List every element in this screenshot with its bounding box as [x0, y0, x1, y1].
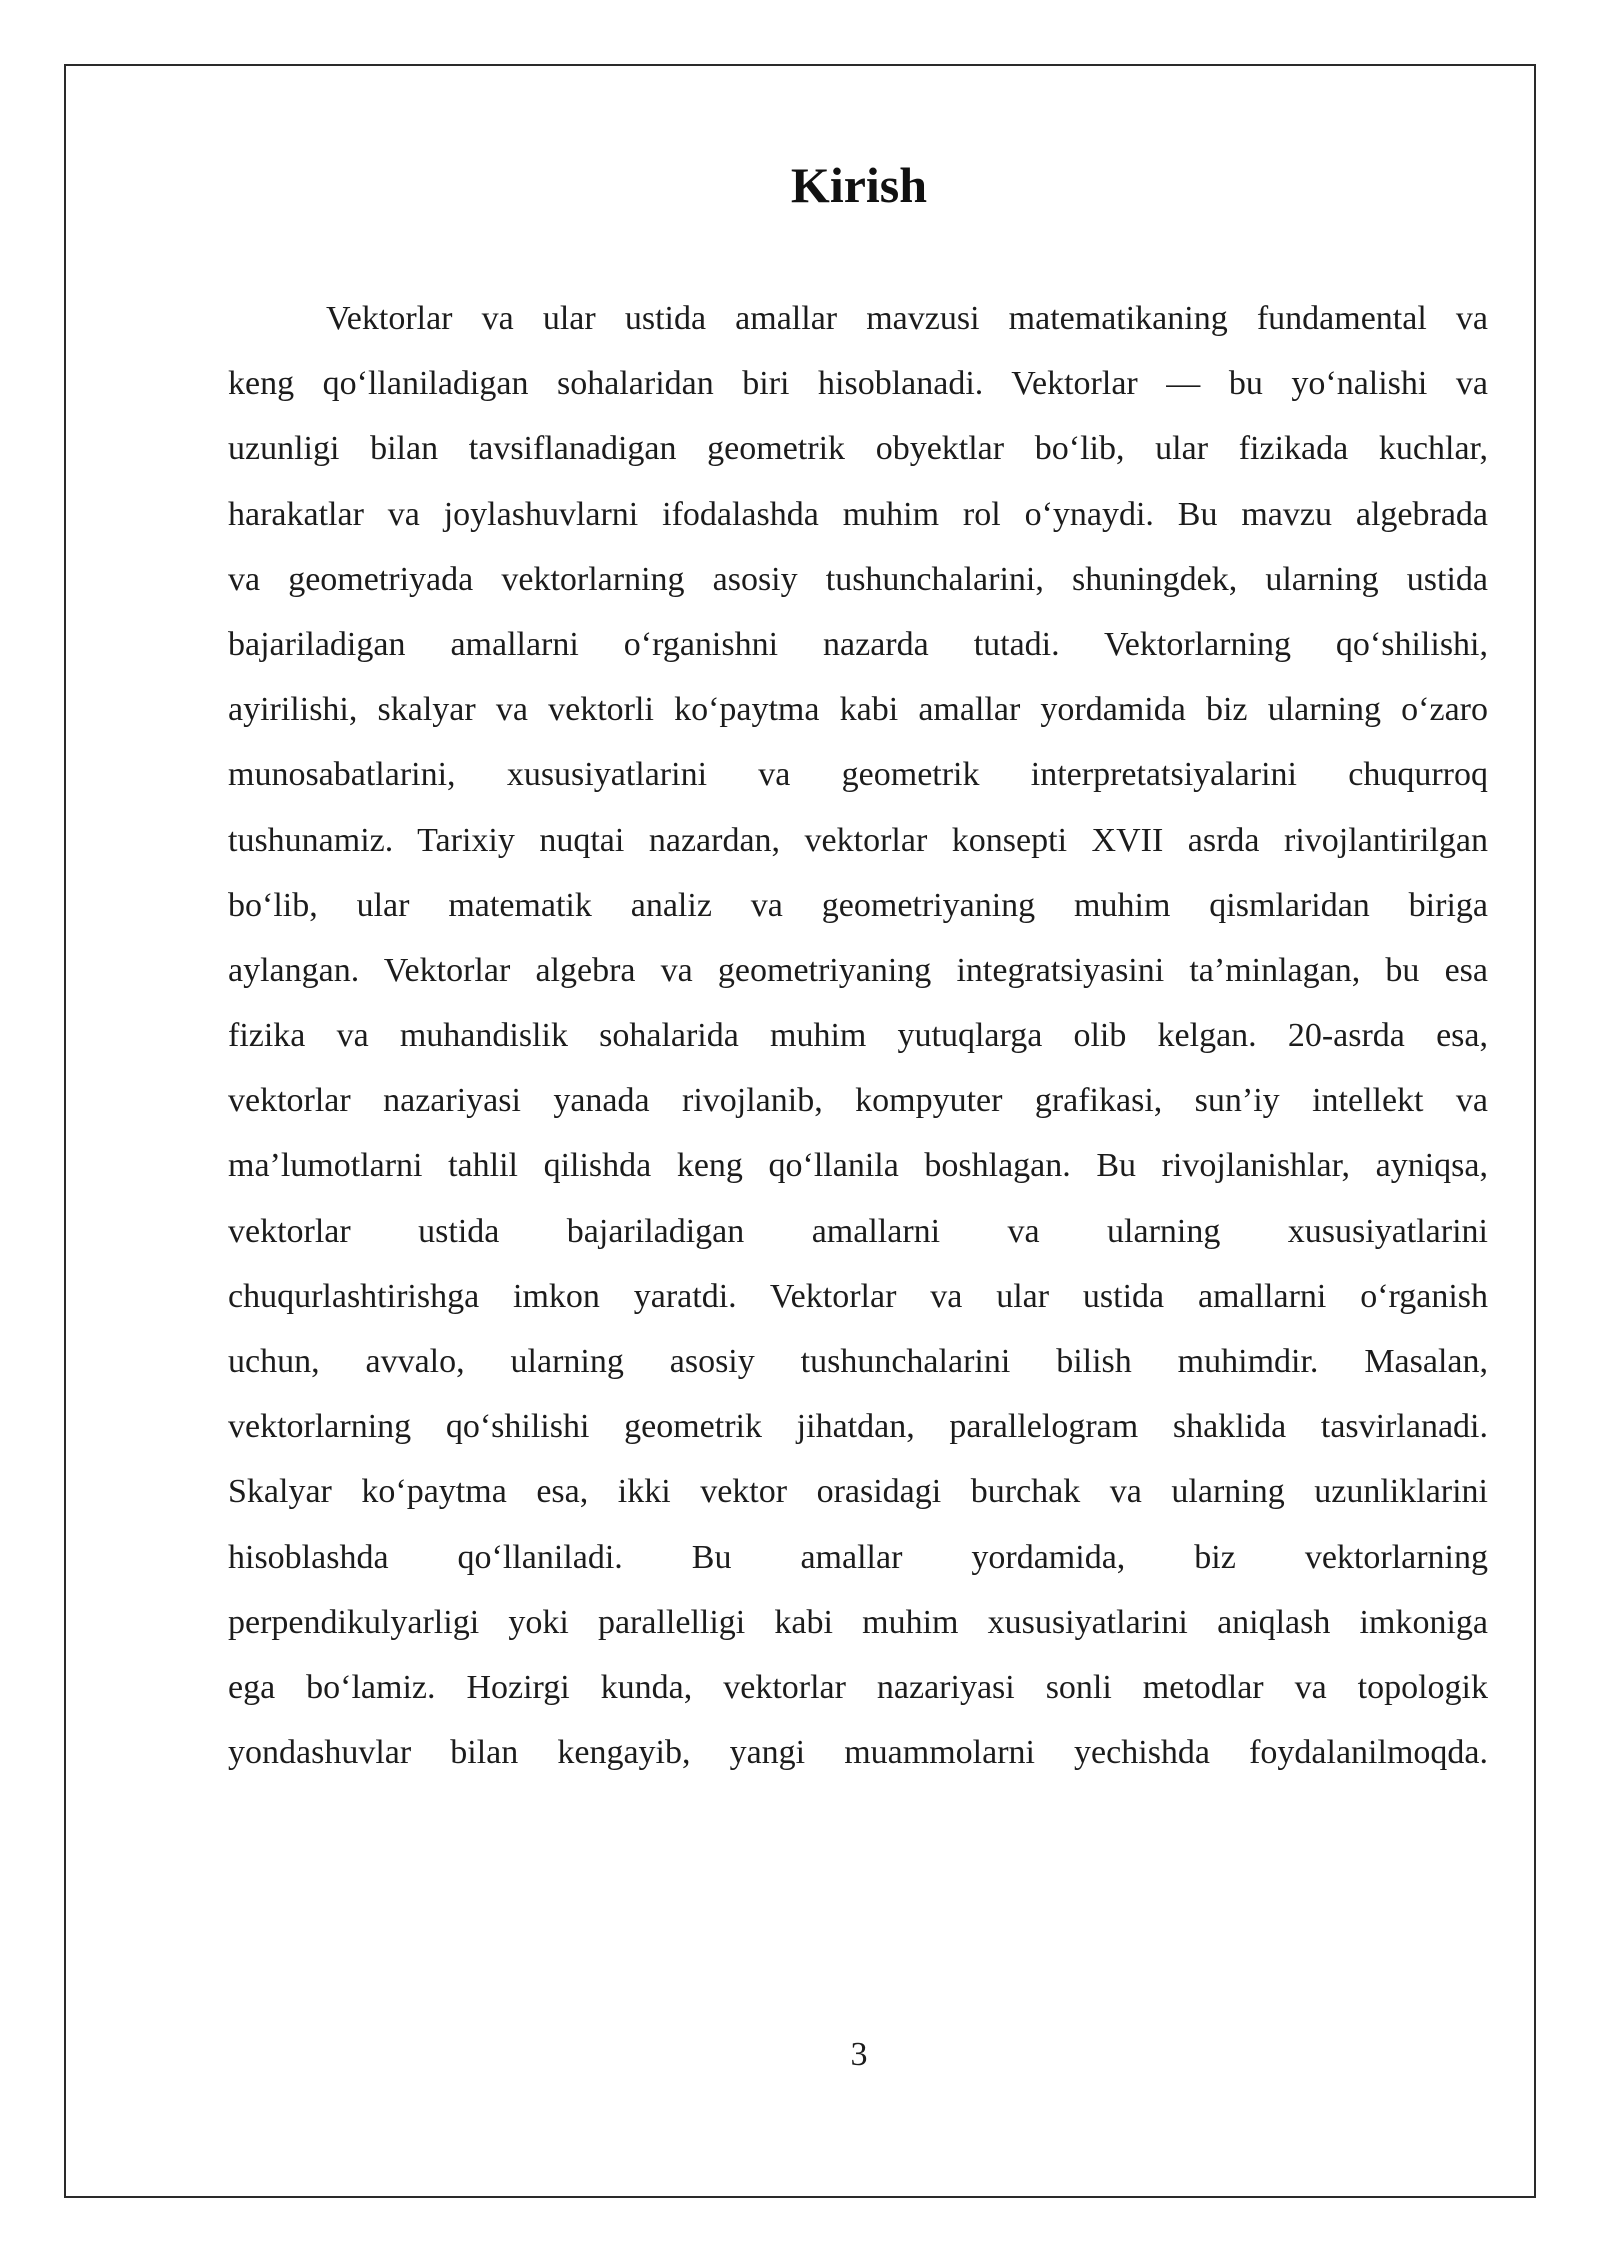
paragraph-line: chuqurlashtirishga imkon yaratdi. Vektorlar va ular ustida amallarni o‘rganish — [228, 1277, 1488, 1315]
paragraph-line: va geometriyada vektorlarning asosiy tushunchalarini, shuningdek, ularning ustida — [228, 560, 1488, 598]
paragraph-line: keng qo‘llaniladigan sohalaridan biri hisoblanadi. Vektorlar — bu yo‘nalishi va — [228, 365, 1488, 403]
paragraph-line: ayirilishi, skalyar va vektorli ko‘paytma kabi amallar yordamida biz ularning o‘zaro — [228, 691, 1488, 729]
paragraph-line: uchun, avvalo, ularning asosiy tushunchalarini bilish muhimdir. Masalan, — [228, 1343, 1488, 1380]
paragraph-line: vektorlarning qo‘shilishi geometrik jihatdan, parallelogram shaklida tasvirlanadi. — [228, 1408, 1488, 1446]
paragraph-line: vektorlar ustida bajariladigan amallarni va ularning xususiyatlarini — [228, 1212, 1488, 1250]
paragraph-line: hisoblashda qo‘llaniladi. Bu amallar yordamida, biz vektorlarning — [228, 1538, 1488, 1576]
paragraph-line: fizika va muhandislik sohalarida muhim yutuqlarga olib kelgan. 20-asrda esa, — [228, 1017, 1488, 1055]
paragraph-line: bajariladigan amallarni o‘rganishni nazarda tutadi. Vektorlarning qo‘shilishi, — [228, 625, 1488, 663]
page-title: Kirish — [790, 157, 928, 213]
paragraph-line: perpendikulyarligi yoki parallelligi kabi muhim xususiyatlarini aniqlash imkoniga — [228, 1603, 1488, 1641]
paragraph-line: Skalyar ko‘paytma esa, ikki vektor orasidagi burchak va ularning uzunliklarini — [228, 1473, 1488, 1511]
paragraph-line: bo‘lib, ular matematik analiz va geometriyaning muhim qismlaridan biriga — [228, 886, 1488, 924]
paragraph-line: aylangan. Vektorlar algebra va geometriyaning integratsiyasini ta’minlagan, bu esa — [228, 951, 1488, 989]
paragraph-line: vektorlar nazariyasi yanada rivojlanib, kompyuter grafikasi, sun’iy intellekt va — [228, 1082, 1488, 1120]
paragraph-line: uzunligi bilan tavsiflanadigan geometrik obyektlar bo‘lib, ular fizikada kuchlar, — [228, 430, 1488, 468]
paragraph-line: yondashuvlar bilan kengayib, yangi muammolarni yechishda foydalanilmoqda. — [228, 1734, 1488, 1772]
paragraph-line: munosabatlarini, xususiyatlarini va geometrik interpretatsiyalarini chuqurroq — [228, 756, 1488, 794]
paragraph-line: harakatlar va joylashuvlarni ifodalashda muhim rol o‘ynaydi. Bu mavzu algebrada — [228, 495, 1488, 533]
page-number: 3 — [850, 2036, 868, 2073]
paragraph-line: ega bo‘lamiz. Hozirgi kunda, vektorlar nazariyasi sonli metodlar va topologik — [228, 1668, 1488, 1706]
paragraph-line: tushunamiz. Tarixiy nuqtai nazardan, vektorlar konsepti XVII asrda rivojlantirilgan — [228, 821, 1488, 859]
body-paragraph — [228, 286, 1488, 1785]
paragraph-line: Vektorlar va ular ustida amallar mavzusi matematikaning fundamental va — [326, 300, 1488, 337]
paragraph-line: ma’lumotlarni tahlil qilishda keng qo‘llanila boshlagan. Bu rivojlanishlar, ayniqsa, — [228, 1147, 1488, 1185]
